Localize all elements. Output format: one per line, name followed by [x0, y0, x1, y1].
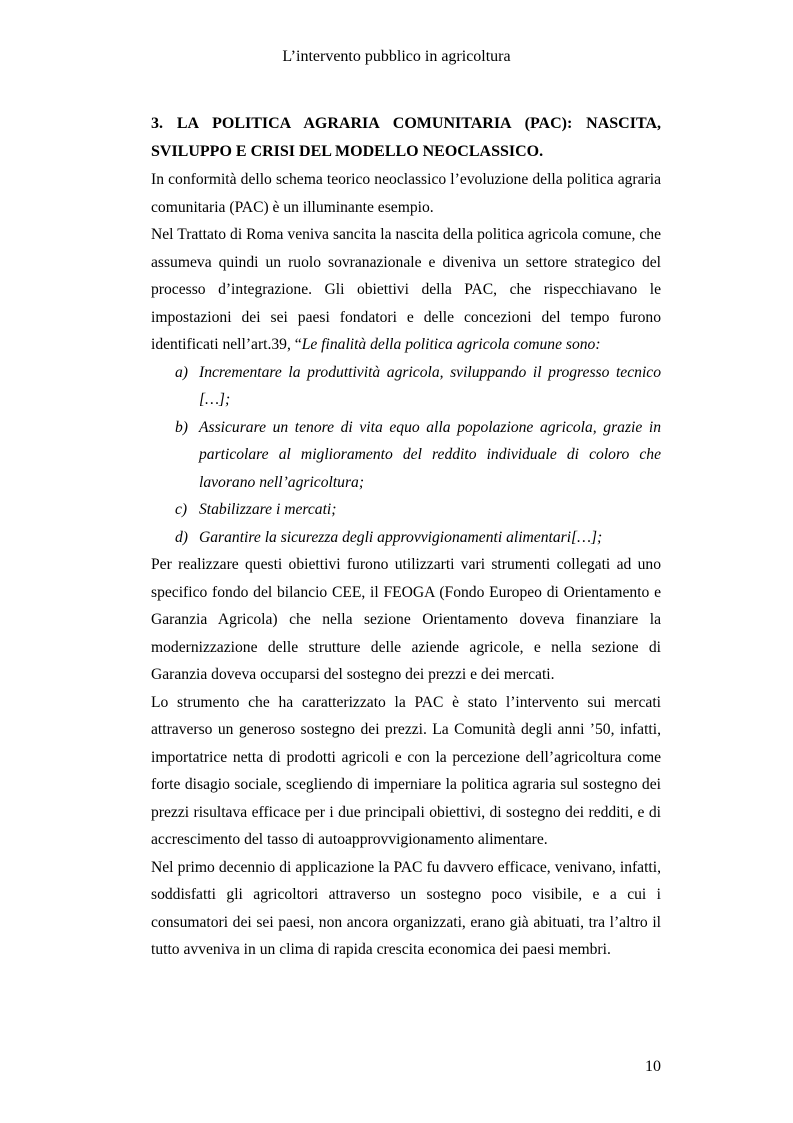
paragraph-feoga: Per realizzare questi obiettivi furono utilizzarti vari strumenti collegati ad uno specifico fondo del bilancio CEE, il FEOGA (Fondo Europeo di Orientamento e Garanzia Agricola) che nella sezione Orientamento doveva finanziare la modernizzazione delle strutture delle aziende agricole, e nella sezione di Garanzia doveva occuparsi del sostegno dei prezzi e dei mercati. — [151, 556, 661, 683]
paragraph-treaty-text: Nel Trattato di Roma veniva sancita la nascita della politica agricola comune, che assumeva quindi un ruolo sovranazionale e diveniva un settore strategico del processo d’integrazione. Gli obiettivi della PAC, che rispecchiavano le impostazioni dei sei paesi fondatori e delle concezioni del tempo furono identificati nell’art.39, “ — [151, 226, 661, 353]
running-header: L’intervento pubblico in agricoltura — [282, 48, 511, 65]
list-item-text: Assicurare un tenore di vita equo alla popolazione agricola, grazie in particolare al miglioramento del reddito individuale di coloro che lavorano nell’agricoltura; — [199, 418, 661, 491]
section-title: 3. LA POLITICA AGRARIA COMUNITARIA (PAC): NASCITA, SVILUPPO E CRISI DEL MODELLO NEOCLASSICO. — [151, 115, 661, 160]
list-item-marker: c) — [175, 501, 188, 518]
page-number: 10 — [645, 1058, 661, 1075]
page-body — [151, 110, 661, 964]
objectives-list — [151, 359, 661, 552]
list-item-text: Stabilizzare i mercati; — [199, 501, 337, 518]
list-item-marker: a) — [175, 363, 188, 381]
paragraph-treaty — [151, 221, 661, 359]
list-item-text: Incrementare la produttività agricola, sviluppando il progresso tecnico […]; — [199, 363, 661, 408]
paragraph-price-support: Lo strumento che ha caratterizzato la PAC è stato l’intervento sui mercati attraverso un generoso sostegno dei prezzi. La Comunità degli anni ’50, infatti, importatrice netta di prodotti agricoli e con la percezione dell’agricoltura come forte disagio sociale, scegliendo di imperniare la politica agraria sul sostegno dei prezzi risultava efficace per i due principali obiettivi, di sostegno dei redditi, e di accrescimento del tasso di autoapprovvigionamento alimentare. — [151, 693, 661, 848]
paragraph-treaty-quote: Le finalità della politica agricola comune sono: — [301, 336, 601, 353]
paragraph-first-decade: Nel primo decennio di applicazione la PAC fu davvero efficace, venivano, infatti, soddisfatti gli agricoltori attraverso un sostegno poco visibile, e a cui i consumatori dei sei paesi, non ancora organizzati, erano già abituati, tra l’altro il tutto avveniva in un clima di rapida crescita economica dei paesi membri. — [151, 858, 661, 958]
list-item — [175, 359, 661, 414]
paragraph-intro: In conformità dello schema teorico neoclassico l’evoluzione della politica agraria comunitaria (PAC) è un illuminante esempio. — [151, 171, 661, 216]
list-item-text: Garantire la sicurezza degli approvvigionamenti alimentari[…]; — [199, 528, 603, 546]
list-item-marker: d) — [175, 528, 188, 546]
list-item-marker: b) — [175, 418, 188, 436]
list-item — [175, 414, 661, 497]
list-item — [175, 524, 661, 552]
list-item — [175, 496, 661, 524]
